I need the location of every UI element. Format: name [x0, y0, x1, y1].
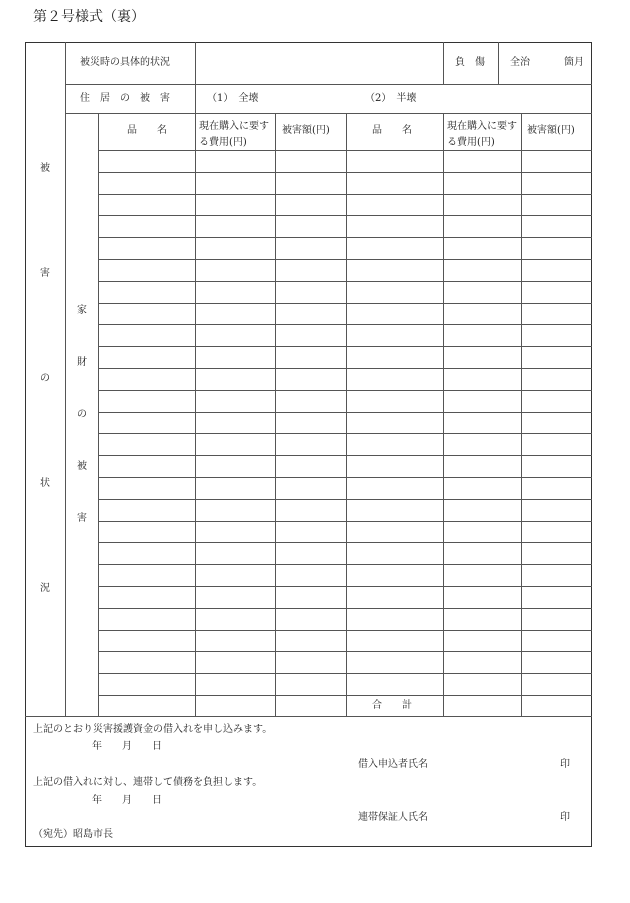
situation-label: 被災時の具体的状況 [80, 57, 170, 68]
addressee: （宛先）昭島市長 [33, 829, 113, 840]
table-row-line [98, 433, 592, 434]
section-label-char-1: 被 [40, 163, 50, 174]
col-divider-5 [521, 113, 522, 716]
col-divider-4 [443, 113, 444, 716]
col-divider-2 [275, 113, 276, 716]
table-row-line [98, 412, 592, 413]
table-row-line [98, 477, 592, 478]
item-name-header-right: 品 名 [372, 125, 412, 136]
table-row-line [98, 673, 592, 674]
section-label-char-3: の [40, 373, 50, 384]
guarantor-seal: 印 [560, 812, 570, 823]
outer-section-divider [65, 42, 66, 716]
injury-label: 負 傷 [455, 57, 485, 68]
table-row-line [98, 455, 592, 456]
table-row-line [98, 346, 592, 347]
damage-header-right: 被害額(円) [527, 125, 575, 136]
row2-bottom-line [65, 113, 592, 114]
row1-bottom-line [65, 84, 592, 85]
table-row-line [98, 499, 592, 500]
total-label: 合 計 [372, 700, 412, 711]
table-row-line [98, 281, 592, 282]
full-destruction-option: （1） 全壊 [207, 93, 259, 104]
table-row-line [98, 390, 592, 391]
guarantee-date: 年 月 日 [92, 795, 162, 806]
cost-header-left: 現在購入に要する費用(円) [199, 121, 269, 148]
table-row-line [98, 324, 592, 325]
table-row-line [98, 695, 592, 696]
table-row-line [98, 630, 592, 631]
household-label-char-3: の [77, 409, 87, 420]
application-date: 年 月 日 [92, 741, 162, 752]
damage-header-left: 被害額(円) [282, 125, 330, 136]
table-row-line [98, 368, 592, 369]
table-row-line [98, 237, 592, 238]
household-label-char-5: 害 [77, 513, 87, 524]
row1-label-divider [195, 42, 196, 113]
table-row-line [98, 564, 592, 565]
col-divider-3 [346, 113, 347, 716]
table-row-line [98, 259, 592, 260]
household-label-char-2: 財 [77, 357, 87, 368]
table-row-line [98, 586, 592, 587]
row1-heal-divider [498, 42, 499, 84]
household-divider [98, 113, 99, 716]
table-row-line [98, 172, 592, 173]
applicant-seal: 印 [560, 759, 570, 770]
application-statement: 上記のとおり災害援護資金の借入れを申し込みます。 [33, 724, 273, 735]
cost-header-right: 現在購入に要する費用(円) [447, 121, 517, 148]
footer-top-line [25, 716, 592, 717]
table-row-line [98, 651, 592, 652]
table-row-line [98, 194, 592, 195]
table-row-line [98, 542, 592, 543]
section-label-char-4: 状 [40, 478, 50, 489]
table-header-bottom-line [98, 150, 592, 151]
table-row-line [98, 215, 592, 216]
table-row-line [98, 521, 592, 522]
household-label-char-4: 被 [77, 461, 87, 472]
guarantor-name-label: 連帯保証人氏名 [358, 812, 428, 823]
applicant-name-label: 借入申込者氏名 [358, 759, 428, 770]
guarantee-statement: 上記の借入れに対し、連帯して債務を負担します。 [33, 777, 263, 788]
col-divider-1 [195, 113, 196, 716]
housing-damage-label: 住 居 の 被 害 [80, 93, 170, 104]
row1-injury-divider [443, 42, 444, 84]
months-label: 箇月 [564, 57, 584, 68]
household-label-char-1: 家 [77, 305, 87, 316]
half-destruction-option: （2） 半壊 [365, 93, 417, 104]
section-label-char-5: 況 [40, 583, 50, 594]
form-header: 第２号様式（裏） [33, 9, 145, 25]
table-row-line [98, 608, 592, 609]
section-label-char-2: 害 [40, 268, 50, 279]
table-row-line [98, 303, 592, 304]
item-name-header-left: 品 名 [127, 125, 167, 136]
heal-label: 全治 [510, 57, 530, 68]
